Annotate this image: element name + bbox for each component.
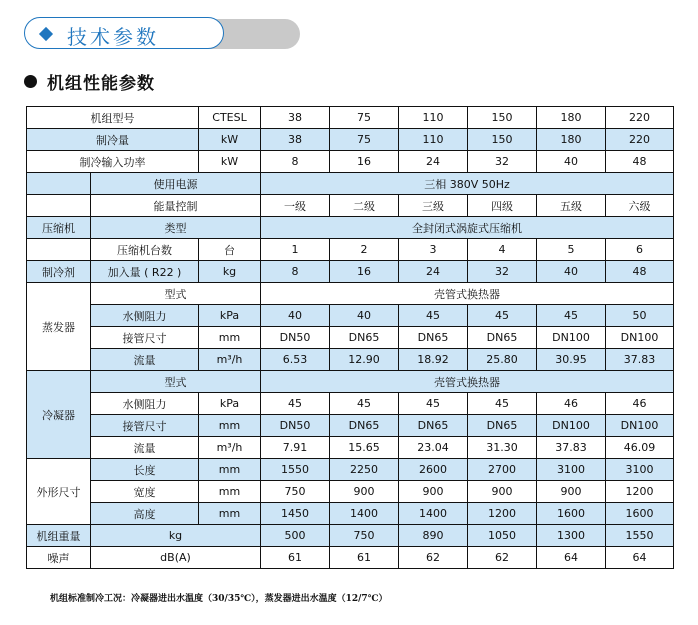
value-cell: 900 <box>399 481 468 503</box>
value-cell: DN65 <box>399 415 468 437</box>
value-cell: 900 <box>468 481 537 503</box>
compressor-type-label: 类型 <box>91 217 261 239</box>
value-cell: 220 <box>606 129 674 151</box>
unit-cell: m³/h <box>199 349 261 371</box>
unit-cell: kg <box>199 261 261 283</box>
row-capacity-control <box>27 195 674 217</box>
row-evaporator-flow <box>27 349 674 371</box>
value-cell: 1050 <box>468 525 537 547</box>
value-cell: 2700 <box>468 459 537 481</box>
row-compressor-type <box>27 217 674 239</box>
cooling-input-label: 制冷输入功率 <box>27 151 199 173</box>
unit-cell: kPa <box>199 393 261 415</box>
row-noise <box>27 547 674 569</box>
value-cell: 64 <box>606 547 674 569</box>
value-cell: 37.83 <box>606 349 674 371</box>
evaporator-pressure-label: 水侧阻力 <box>91 305 199 327</box>
condenser-type-value: 壳管式换热器 <box>261 371 674 393</box>
value-cell: 900 <box>330 481 399 503</box>
value-cell: DN65 <box>330 327 399 349</box>
value-cell: 六级 <box>606 195 674 217</box>
value-cell: 8 <box>261 261 330 283</box>
length-label: 长度 <box>91 459 199 481</box>
model-cell: 220 <box>606 107 674 129</box>
value-cell: 2600 <box>399 459 468 481</box>
value-cell: 6 <box>606 239 674 261</box>
noise-label: 噪声 <box>27 547 91 569</box>
value-cell: 三级 <box>399 195 468 217</box>
value-cell: 45 <box>537 305 606 327</box>
value-cell: 2250 <box>330 459 399 481</box>
value-cell: 900 <box>537 481 606 503</box>
value-cell: 50 <box>606 305 674 327</box>
value-cell: 23.04 <box>399 437 468 459</box>
row-condenser-type <box>27 371 674 393</box>
value-cell: 1400 <box>330 503 399 525</box>
row-refrigerant <box>27 261 674 283</box>
value-cell: 1200 <box>606 481 674 503</box>
unit-cell: mm <box>199 415 261 437</box>
row-condenser-pipe <box>27 415 674 437</box>
value-cell: 24 <box>399 261 468 283</box>
value-cell: 48 <box>606 151 674 173</box>
value-cell: 1450 <box>261 503 330 525</box>
value-cell: 45 <box>330 393 399 415</box>
evaporator-group-label: 蒸发器 <box>27 283 91 371</box>
condenser-pipe-label: 接管尺寸 <box>91 415 199 437</box>
condenser-flow-label: 流量 <box>91 437 199 459</box>
value-cell: 45 <box>399 305 468 327</box>
unit-cell: kg <box>91 525 261 547</box>
model-cell: 180 <box>537 107 606 129</box>
value-cell: 40 <box>261 305 330 327</box>
evaporator-type-value: 壳管式换热器 <box>261 283 674 305</box>
value-cell: 46 <box>537 393 606 415</box>
compressor-group-label: 压缩机 <box>27 217 91 239</box>
power-supply-label: 使用电源 <box>91 173 261 195</box>
value-cell: 61 <box>330 547 399 569</box>
evaporator-type-label: 型式 <box>91 283 261 305</box>
value-cell: 1550 <box>261 459 330 481</box>
width-label: 宽度 <box>91 481 199 503</box>
value-cell: 48 <box>606 261 674 283</box>
header-pill <box>24 17 224 49</box>
model-cell: 150 <box>468 107 537 129</box>
model-prefix: CTESL <box>199 107 261 129</box>
value-cell: 1200 <box>468 503 537 525</box>
cooling-capacity-label: 制冷量 <box>27 129 199 151</box>
value-cell: 75 <box>330 129 399 151</box>
value-cell: 30.95 <box>537 349 606 371</box>
row-condenser-flow <box>27 437 674 459</box>
value-cell: 45 <box>468 393 537 415</box>
model-cell: 110 <box>399 107 468 129</box>
value-cell: 24 <box>399 151 468 173</box>
empty-cell <box>27 195 91 217</box>
unit-cell: mm <box>199 327 261 349</box>
section-header <box>22 14 279 52</box>
value-cell: 180 <box>537 129 606 151</box>
row-evaporator-pressure <box>27 305 674 327</box>
value-cell: DN65 <box>330 415 399 437</box>
value-cell: 1600 <box>606 503 674 525</box>
model-label: 机组型号 <box>27 107 199 129</box>
value-cell: 61 <box>261 547 330 569</box>
value-cell: 12.90 <box>330 349 399 371</box>
value-cell: DN65 <box>399 327 468 349</box>
value-cell: 40 <box>537 151 606 173</box>
value-cell: 1300 <box>537 525 606 547</box>
row-dimension-length <box>27 459 674 481</box>
value-cell: 4 <box>468 239 537 261</box>
value-cell: 5 <box>537 239 606 261</box>
dimensions-group-label: 外形尺寸 <box>27 459 91 525</box>
value-cell: DN50 <box>261 327 330 349</box>
unit-cell: dB(A) <box>91 547 261 569</box>
value-cell: 16 <box>330 151 399 173</box>
value-cell: 四级 <box>468 195 537 217</box>
footnote: 机组标准制冷工况：冷凝器进出水温度（30/35℃），蒸发器进出水温度（12/7℃） <box>50 594 388 604</box>
value-cell: 750 <box>261 481 330 503</box>
value-cell: 37.83 <box>537 437 606 459</box>
value-cell: DN100 <box>606 327 674 349</box>
condenser-type-label: 型式 <box>91 371 261 393</box>
row-evaporator-type <box>27 283 674 305</box>
row-cooling-input <box>27 151 674 173</box>
value-cell: 3100 <box>537 459 606 481</box>
row-dimension-width <box>27 481 674 503</box>
capacity-control-label: 能量控制 <box>91 195 261 217</box>
value-cell: 110 <box>399 129 468 151</box>
value-cell: DN65 <box>468 415 537 437</box>
unit-cell: mm <box>199 459 261 481</box>
row-model <box>27 107 674 129</box>
value-cell: 1600 <box>537 503 606 525</box>
value-cell: DN100 <box>537 327 606 349</box>
value-cell: 3 <box>399 239 468 261</box>
value-cell: 45 <box>261 393 330 415</box>
condenser-pressure-label: 水侧阻力 <box>91 393 199 415</box>
value-cell: 31.30 <box>468 437 537 459</box>
performance-table <box>26 106 674 569</box>
value-cell: 二级 <box>330 195 399 217</box>
unit-cell: mm <box>199 481 261 503</box>
row-dimension-height <box>27 503 674 525</box>
value-cell: DN100 <box>537 415 606 437</box>
unit-cell: m³/h <box>199 437 261 459</box>
value-cell: 64 <box>537 547 606 569</box>
diamond-icon <box>39 27 53 41</box>
value-cell: DN100 <box>606 415 674 437</box>
model-cell: 38 <box>261 107 330 129</box>
condenser-group-label: 冷凝器 <box>27 371 91 459</box>
evaporator-pipe-label: 接管尺寸 <box>91 327 199 349</box>
value-cell: 38 <box>261 129 330 151</box>
value-cell: 1550 <box>606 525 674 547</box>
height-label: 高度 <box>91 503 199 525</box>
value-cell: 18.92 <box>399 349 468 371</box>
row-power-supply <box>27 173 674 195</box>
value-cell: 40 <box>537 261 606 283</box>
row-compressor-count <box>27 239 674 261</box>
value-cell: 6.53 <box>261 349 330 371</box>
value-cell: 62 <box>468 547 537 569</box>
value-cell: 62 <box>399 547 468 569</box>
empty-cell <box>27 239 91 261</box>
value-cell: 500 <box>261 525 330 547</box>
compressor-count-label: 压缩机台数 <box>91 239 199 261</box>
value-cell: 2 <box>330 239 399 261</box>
model-cell: 75 <box>330 107 399 129</box>
value-cell: 46 <box>606 393 674 415</box>
value-cell: 1 <box>261 239 330 261</box>
bullet-icon <box>24 75 37 88</box>
refrigerant-group-label: 制冷剂 <box>27 261 91 283</box>
value-cell: 890 <box>399 525 468 547</box>
refrigerant-label: 加入量 ( R22 ) <box>91 261 199 283</box>
subsection-header <box>24 70 155 92</box>
unit-cell: kW <box>199 151 261 173</box>
value-cell: DN65 <box>468 327 537 349</box>
value-cell: 15.65 <box>330 437 399 459</box>
unit-cell: kPa <box>199 305 261 327</box>
value-cell: 7.91 <box>261 437 330 459</box>
row-condenser-pressure <box>27 393 674 415</box>
value-cell: DN50 <box>261 415 330 437</box>
unit-cell: kW <box>199 129 261 151</box>
value-cell: 45 <box>468 305 537 327</box>
value-cell: 32 <box>468 261 537 283</box>
empty-cell <box>27 173 91 195</box>
section-title: 技术参数 <box>67 25 159 49</box>
value-cell: 750 <box>330 525 399 547</box>
unit-cell: 台 <box>199 239 261 261</box>
value-cell: 25.80 <box>468 349 537 371</box>
evaporator-flow-label: 流量 <box>91 349 199 371</box>
compressor-type-value: 全封闭式涡旋式压缩机 <box>261 217 674 239</box>
value-cell: 一级 <box>261 195 330 217</box>
value-cell: 1400 <box>399 503 468 525</box>
row-weight <box>27 525 674 547</box>
value-cell: 32 <box>468 151 537 173</box>
value-cell: 46.09 <box>606 437 674 459</box>
row-cooling-capacity <box>27 129 674 151</box>
power-supply-value: 三相 380V 50Hz <box>261 173 674 195</box>
value-cell: 16 <box>330 261 399 283</box>
value-cell: 3100 <box>606 459 674 481</box>
value-cell: 五级 <box>537 195 606 217</box>
value-cell: 45 <box>399 393 468 415</box>
value-cell: 40 <box>330 305 399 327</box>
value-cell: 150 <box>468 129 537 151</box>
row-evaporator-pipe <box>27 327 674 349</box>
subsection-title: 机组性能参数 <box>47 73 155 94</box>
value-cell: 8 <box>261 151 330 173</box>
weight-label: 机组重量 <box>27 525 91 547</box>
unit-cell: mm <box>199 503 261 525</box>
